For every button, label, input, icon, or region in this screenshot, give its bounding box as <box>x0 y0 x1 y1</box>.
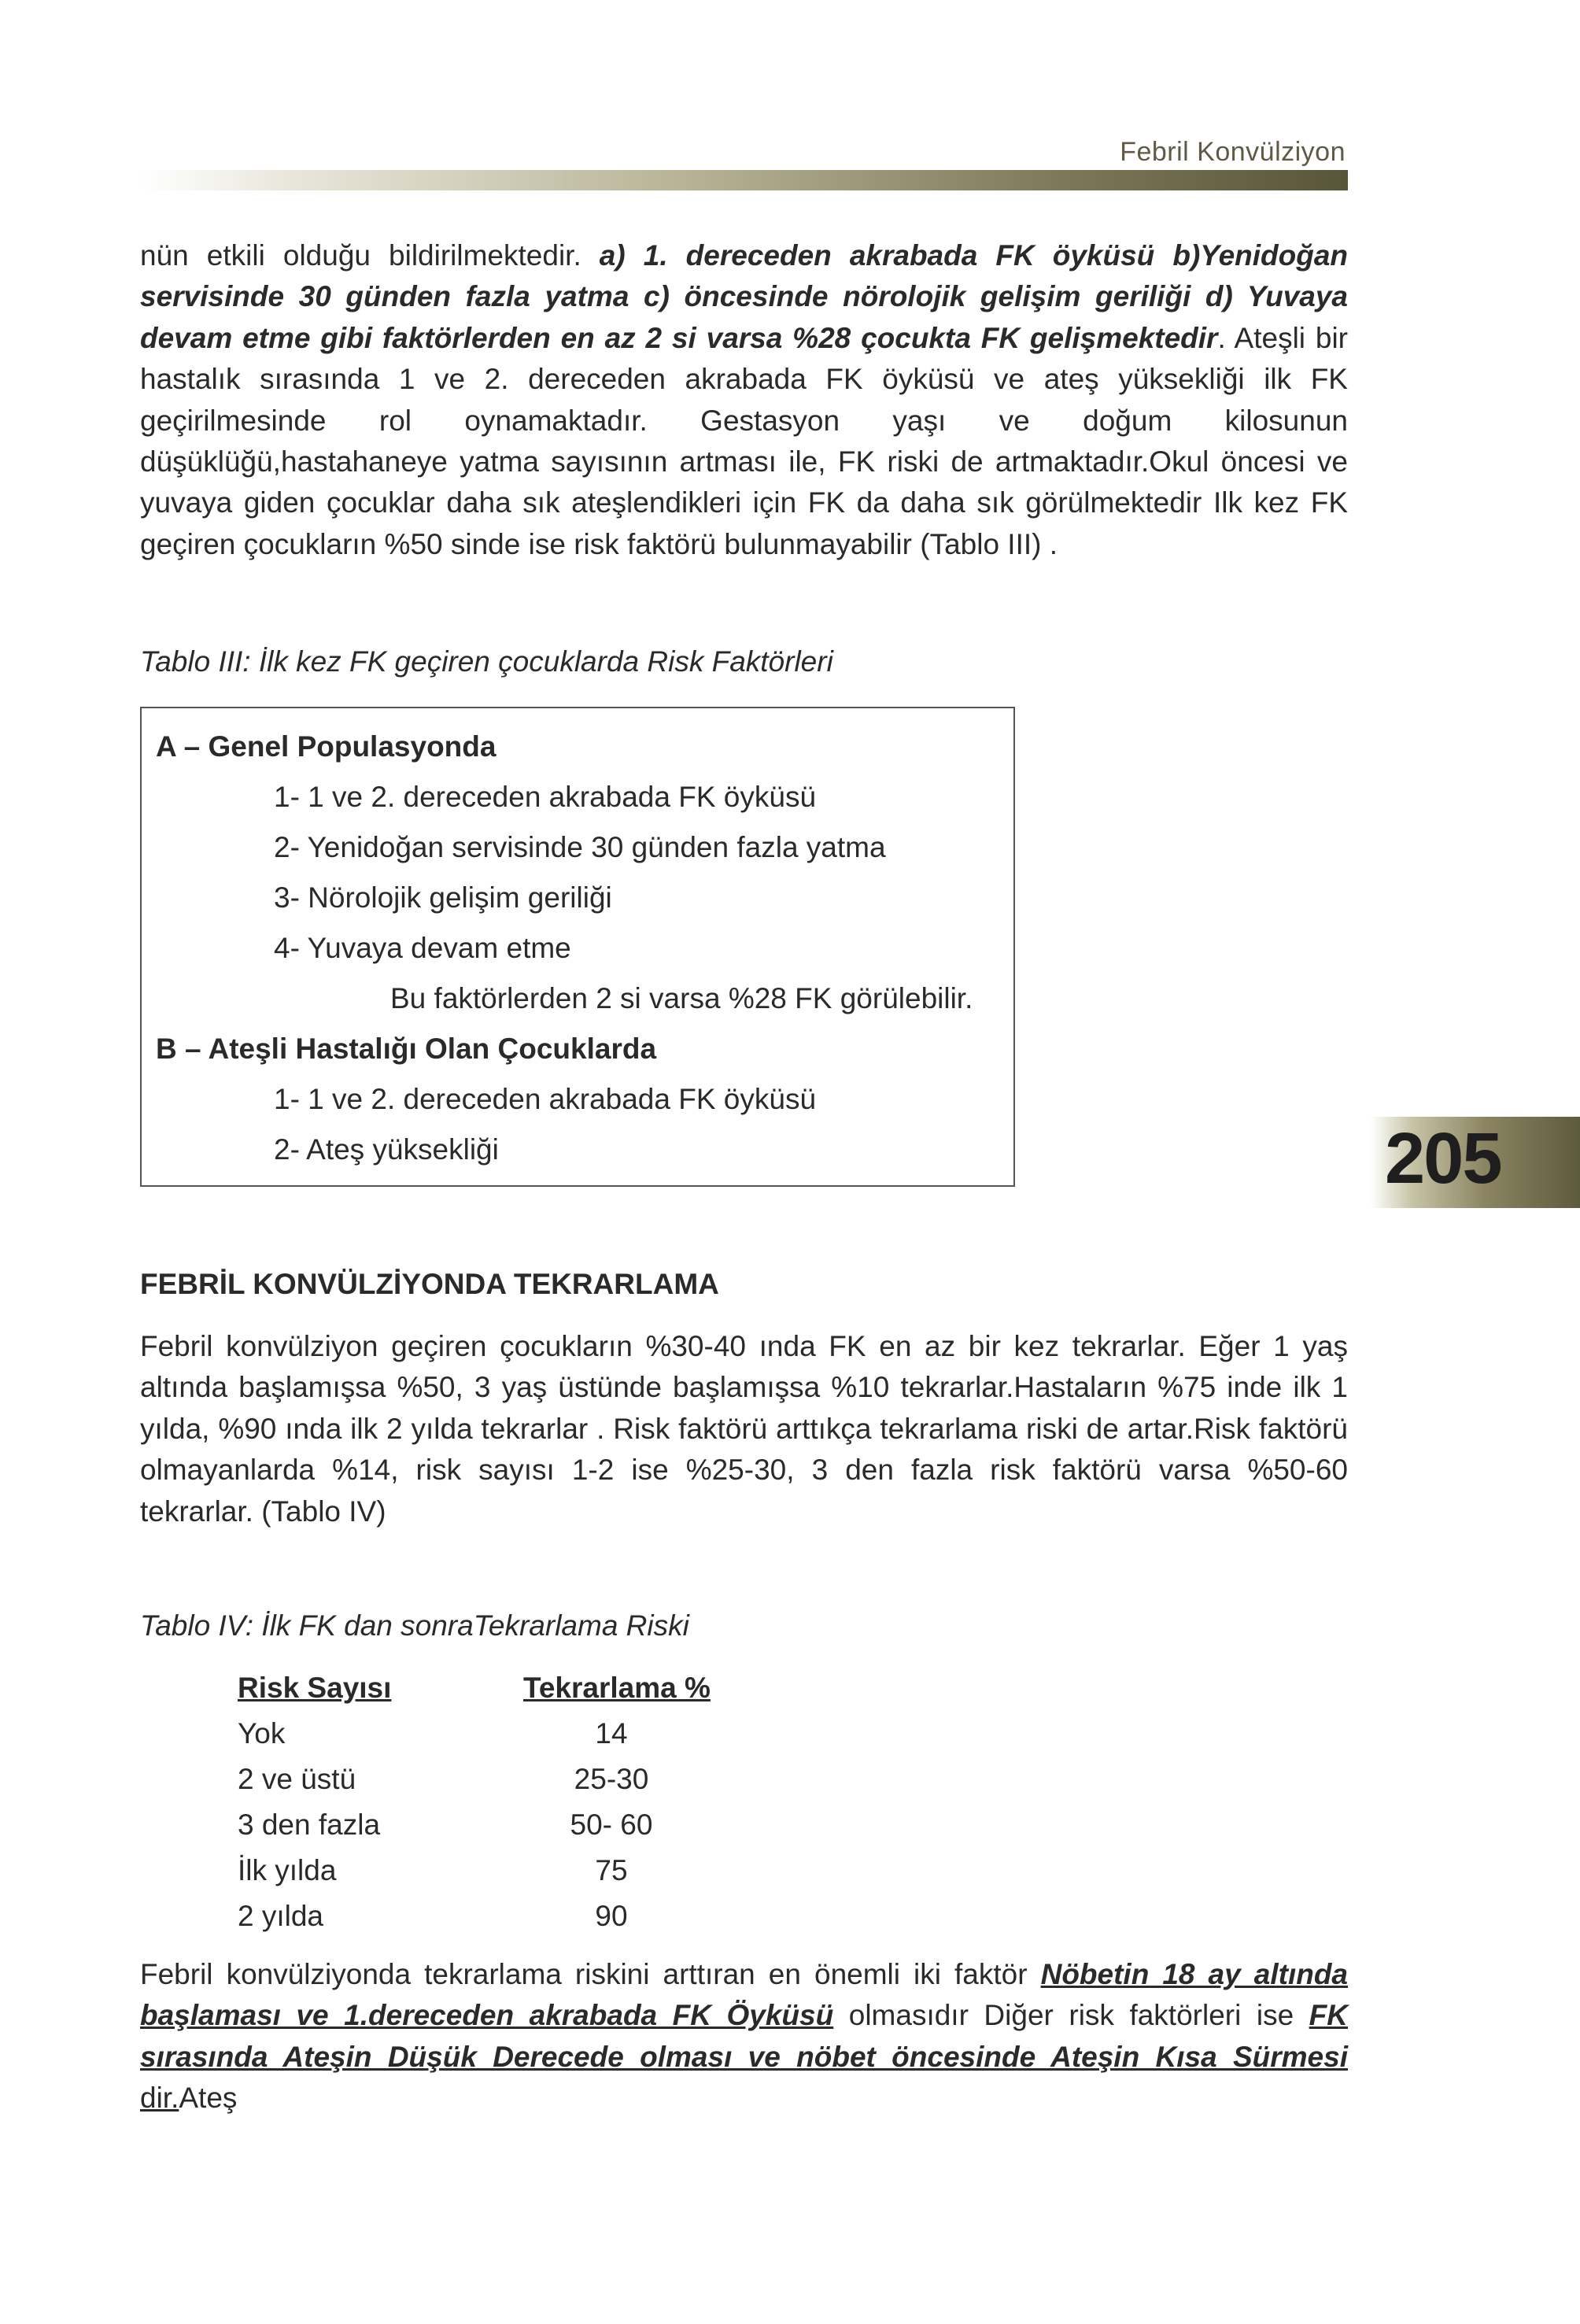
table3-b-item: 1- 1 ve 2. dereceden akrabada FK öyküsü <box>274 1083 817 1115</box>
table4-cell: 90 <box>595 1900 628 1932</box>
table3-b-item: 2- Ateş yüksekliği <box>274 1133 499 1166</box>
table4-cell: 75 <box>595 1854 628 1886</box>
table4-cell: 50- 60 <box>570 1809 653 1841</box>
table3-section-b-heading: B – Ateşli Hastalığı Olan Çocuklarda <box>156 1033 657 1065</box>
paragraph-tail-underlined: dir. <box>140 2082 179 2115</box>
table3-a-item: 2- Yenidoğan servisinde 30 günden fazla yatma <box>274 831 886 863</box>
paragraph-key-factors <box>140 1954 1348 2119</box>
table4-cell: 14 <box>595 1717 628 1749</box>
table3-a-item: 4- Yuvaya devam etme <box>274 932 571 964</box>
paragraph-tail: Ateş <box>179 2082 238 2115</box>
paragraph-rest: . Ateşli bir hastalık sırasında 1 ve 2. dereceden akrabada FK öyküsü ve ateş yüksekliği ilk FK geçirilmesinde rol oynamaktadır. Gestasyon yaşı ve doğum kilosunun düşüklüğü,hastahaneye yatma sayısının artması ile, FK riski de artmaktadır.Okul öncesi ve yuvaya giden çocuklar daha sık ateşlendikleri için FK da daha sık görülmektedir Ilk kez FK geçiren çocukların %50 sinde ise risk faktörü bulunmayabilir (Tablo III) . <box>140 321 1348 560</box>
emphasis-factor-1: Nöbetin 18 ay altında başlaması ve 1.dereceden akrabada FK Öyküsü <box>140 1958 1349 2032</box>
table4-cell: 2 yılda <box>238 1900 324 1932</box>
paragraph-risk-intro <box>140 235 1348 565</box>
section-heading: FEBRİL KONVÜLZİYONDA TEKRARLAMA <box>140 1268 719 1300</box>
paragraph-lead: Febril konvülziyonda tekrarlama riskini arttıran en önemli iki faktör <box>140 1958 1041 1990</box>
paragraph-lead: nün etkili olduğu bildirilmektedir. <box>140 239 600 272</box>
table3-caption: Tablo III: İlk kez FK geçiren çocuklarda Risk Faktörleri <box>140 645 833 678</box>
paragraph-emphasis: a) 1. dereceden akrabada FK öyküsü b)Yenidoğan servisinde 30 günden fazla yatma c) öncesinde nörolojik gelişim geriliği d) Yuvaya devam etme gibi faktörlerden en az 2 si varsa %28 çocukta FK gelişmektedir <box>140 239 1349 354</box>
table4-cell: İlk yılda <box>238 1854 337 1886</box>
table3-a-item: 1- 1 ve 2. dereceden akrabada FK öyküsü <box>274 781 817 813</box>
header-rule <box>140 170 1348 190</box>
page-number: 205 <box>1385 1118 1501 1199</box>
table3-a-note: Bu faktörlerden 2 si varsa %28 FK görülebilir. <box>390 982 973 1014</box>
emphasis-factor-2: FK sırasında Ateşin Düşük Derecede olması ve nöbet öncesinde Ateşin Kısa Sürmesi <box>140 1999 1348 2073</box>
table4-cell: 25-30 <box>574 1763 649 1795</box>
table4-header-rate: Tekrarlama % <box>523 1672 711 1704</box>
table4-cell: Yok <box>238 1717 286 1749</box>
table3-box <box>140 707 1015 1187</box>
table4-header-risk: Risk Sayısı <box>238 1672 392 1704</box>
table3-section-a-heading: A – Genel Populasyonda <box>156 730 497 763</box>
table3-a-item: 3- Nörolojik gelişim geriliği <box>274 881 612 914</box>
table4-cell: 2 ve üstü <box>238 1763 356 1795</box>
paragraph-mid: olmasıdır Diğer risk faktörleri ise <box>833 1999 1309 2032</box>
paragraph-recurrence: Febril konvülziyon geçiren çocukların %30-40 ında FK en az bir kez tekrarlar. Eğer 1 yaş altında başlamışsa %50, 3 yaş üstünde başlamışsa %10 tekrarlar.Hastaların %75 inde ilk 1 yılda, %90 ında ilk 2 yılda tekrarlar . Risk faktörü arttıkça tekrarlama riski de artar.Risk faktörü olmayanlarda %14, risk sayısı 1-2 ise %25-30, 3 den fazla risk faktörü varsa %50-60 tekrarlar. (Tablo IV) <box>140 1330 1348 1528</box>
running-header: Febril Konvülziyon <box>1120 137 1346 167</box>
table4-cell: 3 den fazla <box>238 1809 381 1841</box>
table4-caption: Tablo IV: İlk FK dan sonraTekrarlama Riski <box>140 1609 689 1642</box>
